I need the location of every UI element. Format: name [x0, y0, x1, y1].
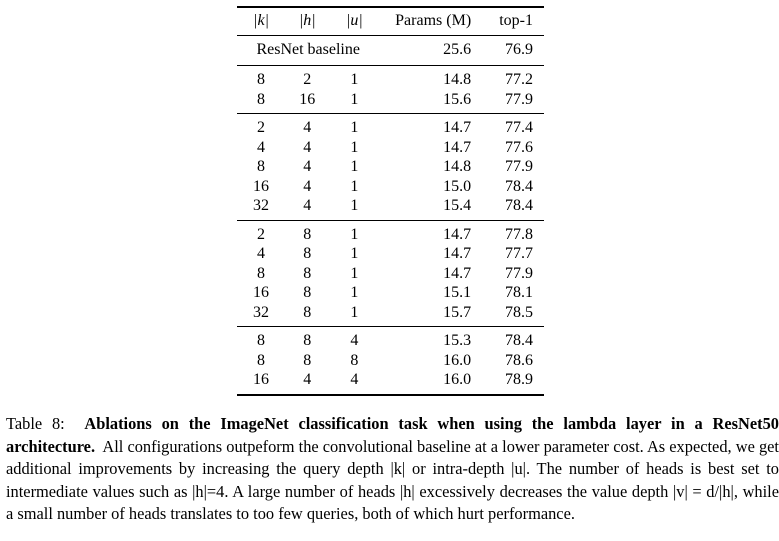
cell-h: 4 [303, 197, 312, 214]
table-row [237, 157, 544, 177]
cell-params: 15.1 [443, 284, 472, 301]
cell-u: 1 [350, 225, 359, 243]
cell-k: 32 [253, 197, 270, 214]
cell-top1: 78.1 [505, 284, 533, 301]
table-row [237, 327, 544, 351]
cell-h: 4 [303, 138, 312, 156]
baseline-top1: 76.9 [505, 40, 533, 58]
table-row [237, 264, 544, 284]
table-row [237, 196, 544, 220]
cell-u: 1 [350, 245, 359, 262]
caption-body: All configurations outpeform the convolutional baseline at a lower parameter cost. As expected, we get additional improvements by increasing the query depth |k| or intra-depth |u|. The number of heads is best set to intermediate values such as |h|=4. A large number of heads |h| excessively decreases the value depth |v| = d/|h|, while a small number of heads translates to too few queries, both of which hurt performance. [6, 436, 779, 524]
table-caption [6, 413, 779, 526]
cell-top1: 78.5 [505, 303, 533, 321]
cell-u: 4 [350, 332, 359, 349]
cell-h: 4 [303, 158, 312, 175]
baseline-params: 25.6 [443, 40, 472, 58]
cell-u: 1 [350, 284, 359, 301]
cell-params: 15.6 [443, 90, 472, 108]
cell-k: 16 [253, 177, 270, 195]
cell-top1: 78.4 [505, 177, 533, 195]
header-u: |u| [346, 12, 363, 29]
cell-params: 14.8 [443, 158, 472, 175]
baseline-label: ResNet baseline [256, 40, 360, 58]
cell-params: 15.7 [443, 303, 472, 321]
table-body [237, 35, 544, 395]
cell-params: 15.4 [443, 197, 472, 214]
table-row [237, 177, 544, 197]
table-row [237, 90, 544, 114]
cell-top1: 77.7 [505, 245, 533, 262]
cell-top1: 78.6 [505, 351, 533, 369]
cell-params: 14.7 [443, 225, 472, 243]
cell-top1: 77.8 [505, 225, 533, 243]
cell-top1: 77.9 [505, 158, 533, 175]
cell-u: 8 [350, 351, 359, 369]
cell-k: 4 [257, 138, 266, 156]
cell-u: 1 [350, 303, 359, 321]
cell-u: 4 [350, 371, 359, 388]
cell-params: 16.0 [443, 371, 472, 388]
ablation-table-container [237, 6, 544, 396]
cell-h: 8 [303, 245, 312, 262]
table-row [237, 244, 544, 264]
cell-params: 16.0 [443, 351, 472, 369]
cell-params: 14.7 [443, 264, 472, 282]
caption-label: Table 8: [6, 414, 65, 433]
table-row [237, 303, 544, 327]
header-k: |k| [253, 12, 269, 29]
cell-k: 8 [257, 351, 266, 369]
cell-u: 1 [350, 119, 359, 136]
cell-top1: 78.9 [505, 371, 533, 388]
cell-top1: 78.4 [505, 332, 533, 349]
cell-top1: 77.6 [505, 138, 533, 156]
cell-top1: 77.4 [505, 119, 533, 136]
table-row [237, 114, 544, 138]
cell-k: 8 [257, 332, 266, 349]
cell-h: 8 [303, 225, 312, 243]
table-row [237, 66, 544, 90]
table-row [237, 370, 544, 395]
cell-u: 1 [350, 264, 359, 282]
table-row [237, 283, 544, 303]
table-header-row [237, 7, 544, 35]
header-h: |h| [298, 12, 316, 29]
cell-k: 2 [257, 225, 266, 243]
cell-k: 4 [257, 245, 266, 262]
cell-u: 1 [350, 138, 359, 156]
cell-k: 2 [257, 119, 266, 136]
cell-h: 8 [303, 264, 312, 282]
cell-top1: 77.9 [505, 264, 533, 282]
cell-top1: 78.4 [505, 197, 533, 214]
cell-top1: 77.9 [505, 90, 533, 108]
cell-h: 4 [303, 371, 312, 388]
cell-k: 16 [253, 371, 270, 388]
cell-u: 1 [350, 197, 359, 214]
cell-k: 8 [257, 264, 266, 282]
cell-params: 15.3 [443, 332, 472, 349]
cell-k: 32 [253, 303, 270, 321]
cell-params: 14.7 [443, 119, 472, 136]
cell-params: 15.0 [443, 177, 472, 195]
baseline-row [237, 35, 544, 66]
cell-k: 16 [253, 284, 270, 301]
cell-h: 8 [303, 351, 312, 369]
caption-title: Ablations on the ImageNet classification task when using the lambda layer in a ResNet50 architecture. [6, 414, 779, 456]
cell-u: 1 [350, 177, 359, 195]
cell-params: 14.8 [443, 71, 472, 88]
header-params: Params (M) [395, 12, 472, 29]
cell-u: 1 [350, 90, 359, 108]
cell-h: 8 [303, 284, 312, 301]
table-row [237, 351, 544, 371]
cell-k: 8 [257, 90, 266, 108]
cell-u: 1 [350, 71, 359, 88]
cell-h: 8 [303, 303, 312, 321]
cell-k: 8 [257, 158, 266, 175]
cell-h: 4 [303, 177, 312, 195]
cell-h: 16 [299, 90, 316, 108]
cell-h: 2 [303, 71, 312, 88]
cell-h: 4 [303, 119, 312, 136]
table-row [237, 138, 544, 158]
cell-top1: 77.2 [505, 71, 533, 88]
cell-params: 14.7 [443, 245, 472, 262]
cell-u: 1 [350, 158, 359, 175]
table-row [237, 220, 544, 244]
cell-h: 8 [303, 332, 312, 349]
ablation-table [237, 6, 544, 396]
cell-params: 14.7 [443, 138, 472, 156]
cell-k: 8 [257, 71, 266, 88]
header-top1: top-1 [499, 12, 533, 29]
